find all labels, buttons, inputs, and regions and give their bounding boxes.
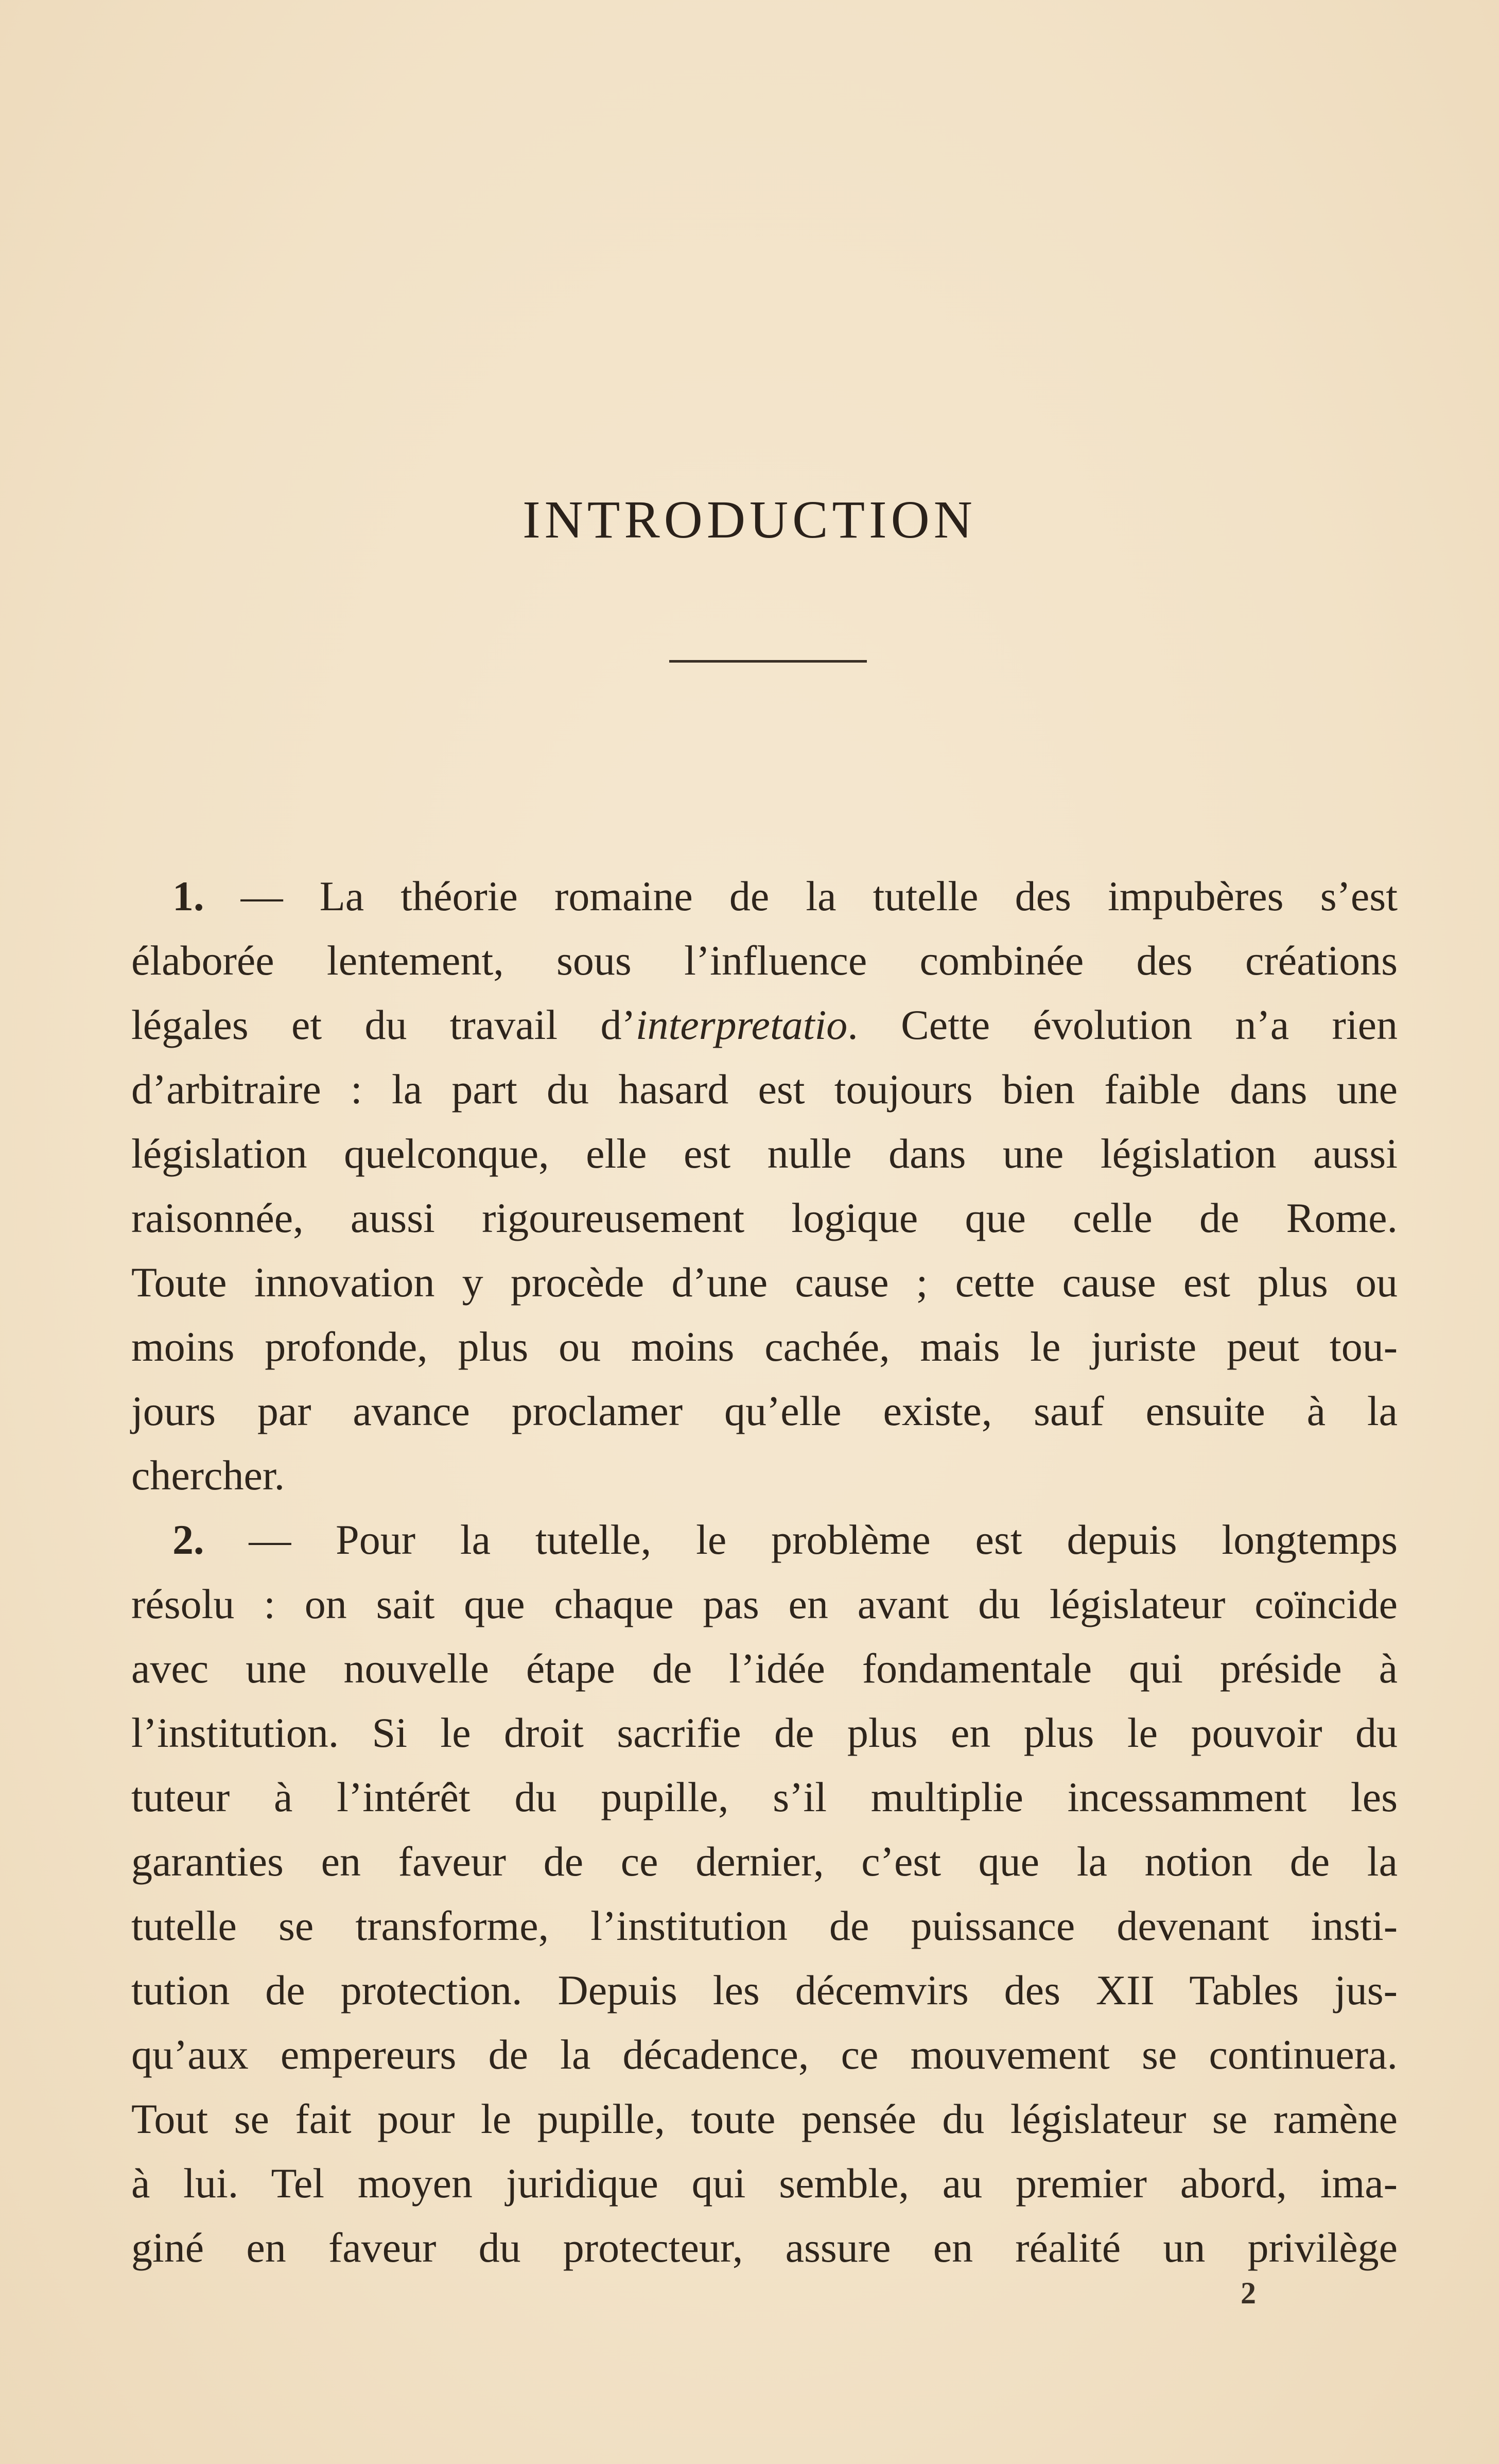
text-line: garanties en faveur de ce dernier, c’est que la notion de la bbox=[131, 1838, 1398, 1885]
title-rule bbox=[669, 660, 867, 663]
text-line: tutelle se transforme, l’institution de puissance devenant insti- bbox=[131, 1902, 1398, 1949]
text-line: giné en faveur du protecteur, assure en réalité un privilège bbox=[131, 2224, 1398, 2271]
text-line: l’institution. Si le droit sacrifie de plus en plus le pouvoir du bbox=[131, 1709, 1398, 1756]
text-line: élaborée lentement, sous l’influence combinée des créations bbox=[131, 937, 1398, 984]
text-line: chercher. bbox=[131, 1452, 285, 1499]
text-line: législation quelconque, elle est nulle dans une législation aussi bbox=[131, 1130, 1398, 1177]
body-text bbox=[131, 864, 1398, 2280]
text-line: résolu : on sait que chaque pas en avant du législateur coïncide bbox=[131, 1581, 1398, 1627]
text-line: tuteur à l’intérêt du pupille, s’il multiplie incessamment les bbox=[131, 1774, 1398, 1820]
text-line: avec une nouvelle étape de l’idée fondamentale qui préside à bbox=[131, 1645, 1398, 1692]
italic-term: interpretatio bbox=[635, 1001, 848, 1048]
text-line: moins profonde, plus ou moins cachée, mais le juriste peut tou- bbox=[131, 1323, 1398, 1370]
text-line: 2. — Pour la tutelle, le problème est depuis longtemps bbox=[131, 1507, 1398, 1572]
text-line: Tout se fait pour le pupille, toute pensée du législateur se ramène bbox=[131, 2095, 1398, 2142]
paragraph-number: 2. bbox=[172, 1516, 204, 1563]
paragraph-number: 1. bbox=[172, 873, 204, 919]
text-line: 1. — La théorie romaine de la tutelle des impubères s’est bbox=[131, 864, 1398, 928]
text-line: légales et du travail d’interpretatio. Cette évolution n’a rien bbox=[131, 1001, 1398, 1048]
text-line: tution de protection. Depuis les décemvirs des XII Tables jus- bbox=[131, 1967, 1398, 2014]
text-line: raisonnée, aussi rigoureusement logique que celle de Rome. bbox=[131, 1194, 1398, 1241]
text-line: à lui. Tel moyen juridique qui semble, au premier abord, ima- bbox=[131, 2160, 1398, 2207]
text-line: qu’aux empereurs de la décadence, ce mouvement se continuera. bbox=[131, 2031, 1398, 2078]
text-line: d’arbitraire : la part du hasard est toujours bien faible dans une bbox=[131, 1066, 1398, 1113]
text-line: Toute innovation y procède d’une cause ; cette cause est plus ou bbox=[131, 1259, 1398, 1306]
signature-mark: 2 bbox=[1241, 2276, 1256, 2310]
text-line: jours par avance proclamer qu’elle existe, sauf ensuite à la bbox=[131, 1387, 1398, 1434]
chapter-title: INTRODUCTION bbox=[522, 490, 977, 549]
